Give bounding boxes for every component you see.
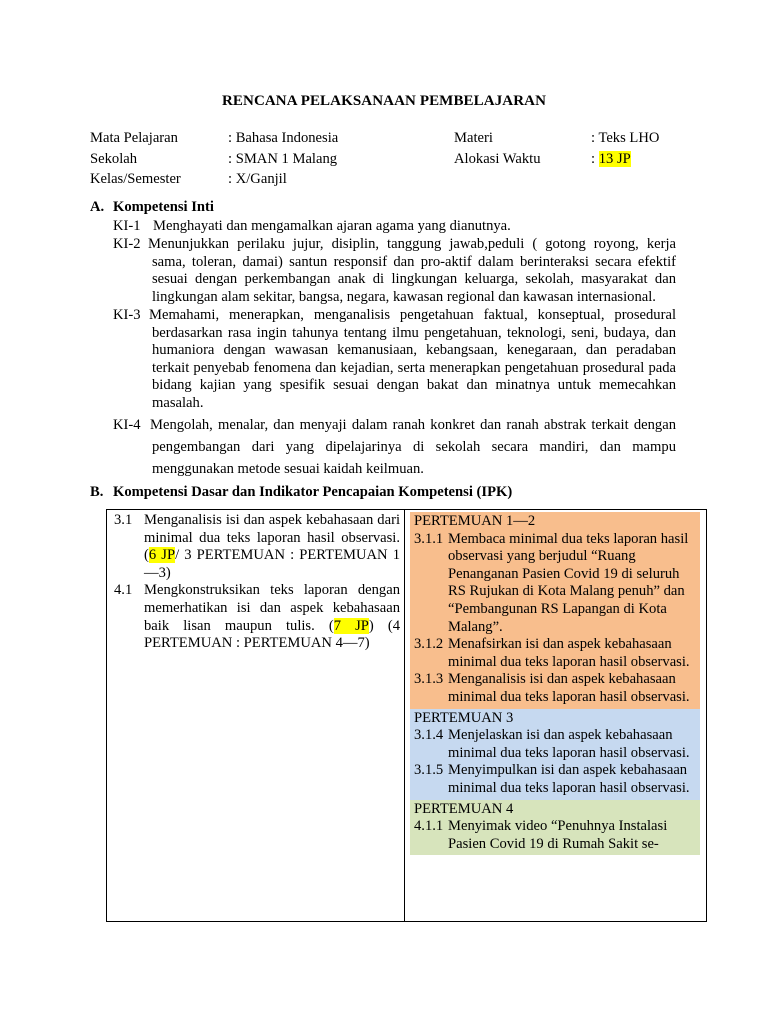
material-label: Materi (454, 130, 493, 146)
ipk-cell (405, 510, 707, 922)
ipk-3-1-1 (414, 531, 696, 637)
ki-4-continuation: pengembangan dari yang dipelajarinya di sekolah secara mandiri, dan mampu menggunakan metode sesuai kaidah keilmuan. (152, 439, 676, 477)
ki-3-code: KI-3 (113, 307, 141, 323)
kd-3-1-text-b: / 3 PERTEMUAN : PERTEMUAN 1—3) (144, 547, 400, 581)
kd-4-1-text-b: ) (4 PERTEMUAN : PERTEMUAN 4—7) (144, 617, 400, 652)
meeting-3-title: PERTEMUAN 3 (414, 709, 514, 726)
ki-1-code: KI-1 (113, 218, 141, 234)
ipk-3-1-2-number: 3.1.2 (414, 636, 444, 653)
ipk-3-1-5 (414, 762, 696, 797)
time-allocation-value: 13 JP (598, 150, 631, 167)
meeting-1-2-title: PERTEMUAN 1—2 (414, 513, 536, 529)
meeting-1-2-block (410, 512, 700, 709)
class-semester-label: Kelas/Semester (90, 171, 181, 187)
ipk-3-1-3-number: 3.1.3 (414, 671, 444, 688)
header-info (90, 128, 690, 190)
material-value: : Teks LHO (591, 130, 660, 146)
section-a-title: Kompetensi Inti (113, 199, 214, 215)
kd-3-1 (114, 512, 400, 582)
ki-1 (113, 218, 676, 236)
ki-2-code: KI-2 (113, 236, 141, 252)
info-row-school (90, 149, 690, 170)
section-b-title: Kompetensi Dasar dan Indikator Pencapaian Kompetensi (IPK) (113, 484, 513, 500)
ipk-3-1-3-text: Menganalisis isi dan aspek kebahasaan minimal dua teks laporan hasil observasi. (448, 671, 690, 705)
ki-2-continuation: sama, toleran, damai) santun responsif dan pro-aktif dalam berinteraksi secara efektif sesuai dengan perkembangan anak di lingkungan keluarga, sekolah, masyarakat dan lingkungan alam sekitar, bangsa, negara, kawasan regional dan kawasan internasional. (152, 253, 676, 305)
kd-3-1-jp: 6 JP (148, 547, 176, 564)
kd-4-1-number: 4.1 (114, 582, 133, 599)
ipk-3-1-2-text: Menafsirkan isi dan aspek kebahasaan minimal dua teks laporan hasil observasi. (448, 636, 690, 670)
document-title: RENCANA PELAKSANAAN PEMBELAJARAN (221, 93, 547, 109)
ki-3-line-1: Memahami, menerapkan, menganalisis pengetahuan faktual, konseptual, prosedural (149, 307, 676, 323)
ipk-3-1-4 (414, 727, 696, 762)
meeting-4-title: PERTEMUAN 4 (414, 800, 514, 817)
ipk-3-1-1-number: 3.1.1 (414, 530, 444, 547)
kd-ipk-table (106, 509, 707, 922)
kd-4-1-text-a: Mengkonstruksikan teks laporan dengan memerhatikan isi dan aspek kebahasaan baik lisan maupun tulis. ( (144, 582, 400, 634)
subject-value: : Bahasa Indonesia (228, 130, 339, 146)
time-allocation-label: Alokasi Waktu (454, 150, 541, 167)
kd-4-1 (114, 582, 400, 652)
kd-3-1-number: 3.1 (114, 512, 133, 528)
section-a-heading (90, 199, 214, 216)
ipk-4-1-1-text: Menyimak video “Penuhnya Instalasi Pasien Covid 19 di Rumah Sakit se- (448, 818, 668, 852)
ipk-3-1-2 (414, 636, 696, 671)
subject-label: Mata Pelajaran (90, 130, 178, 146)
kd-3-1-text (144, 512, 400, 582)
section-b-heading (90, 484, 512, 501)
ipk-4-1-1 (414, 818, 696, 853)
ki-4-code: KI-4 (113, 417, 141, 433)
ipk-3-1-5-number: 3.1.5 (414, 762, 444, 779)
time-allocation-colon: : (591, 150, 599, 167)
info-row-subject (90, 128, 690, 149)
ipk-3-1-3 (414, 671, 696, 706)
ki-3 (113, 307, 676, 412)
class-semester-value: : X/Ganjil (228, 171, 287, 187)
ipk-3-1-4-number: 3.1.4 (414, 727, 444, 744)
kd-4-1-text (144, 582, 400, 652)
ki-4-line-1: Mengolah, menalar, dan menyaji dalam ranah konkret dan ranah abstrak terkait dengan (150, 417, 676, 433)
ipk-3-1-1-text: Membaca minimal dua teks laporan hasil observasi yang berjudul “Ruang Penanganan Pasien Covid 19 di seluruh RS Rujukan di Kota Malang penuh” dan “Pembangunan RS Lapangan di Kota Malang”. (448, 530, 689, 635)
time-allocation-field (591, 149, 631, 170)
kd-3-1-text-a: Menganalisis isi dan aspek kebahasaan dari minimal dua teks laporan hasil observasi. ( (144, 512, 400, 564)
ipk-3-1-5-text: Menyimpulkan isi dan aspek kebahasaan minimal dua teks laporan hasil observasi. (448, 762, 690, 796)
kd-cell (107, 510, 405, 922)
ipk-3-1-4-text: Menjelaskan isi dan aspek kebahasaan minimal dua teks laporan hasil observasi. (448, 727, 690, 761)
info-row-class (90, 169, 690, 190)
ki-1-text: Menghayati dan mengamalkan ajaran agama yang dianutnya. (153, 218, 511, 234)
section-b-letter: B. (90, 484, 104, 500)
school-label: Sekolah (90, 150, 138, 167)
school-value: : SMAN 1 Malang (228, 150, 338, 167)
ki-2-line-1: Menunjukkan perilaku jujur, disiplin, tanggung jawab,peduli ( gotong royong, kerja (148, 236, 676, 252)
meeting-4-block (410, 800, 700, 856)
meeting-3-block (410, 709, 700, 800)
ki-4 (113, 414, 676, 480)
kd-4-1-jp: 7 JP (333, 617, 369, 634)
ipk-4-1-1-number: 4.1.1 (414, 818, 444, 835)
ki-3-continuation: berdasarkan rasa ingin tahunya tentang ilmu pengetahuan, teknologi, seni, budaya, dan humaniora dengan wawasan kemanusiaan, kebangsaan, kenegaraan, dan peradaban terkait penyebab fenomena dan kejadian, serta menerapkan pengetahuan prosedural pada bidang kajian yang spesifik sesuai dengan bakat dan minatnya untuk memecahkan masalah. (152, 324, 676, 411)
ki-2 (113, 236, 676, 306)
table-row (107, 510, 707, 922)
section-a-letter: A. (90, 199, 105, 215)
